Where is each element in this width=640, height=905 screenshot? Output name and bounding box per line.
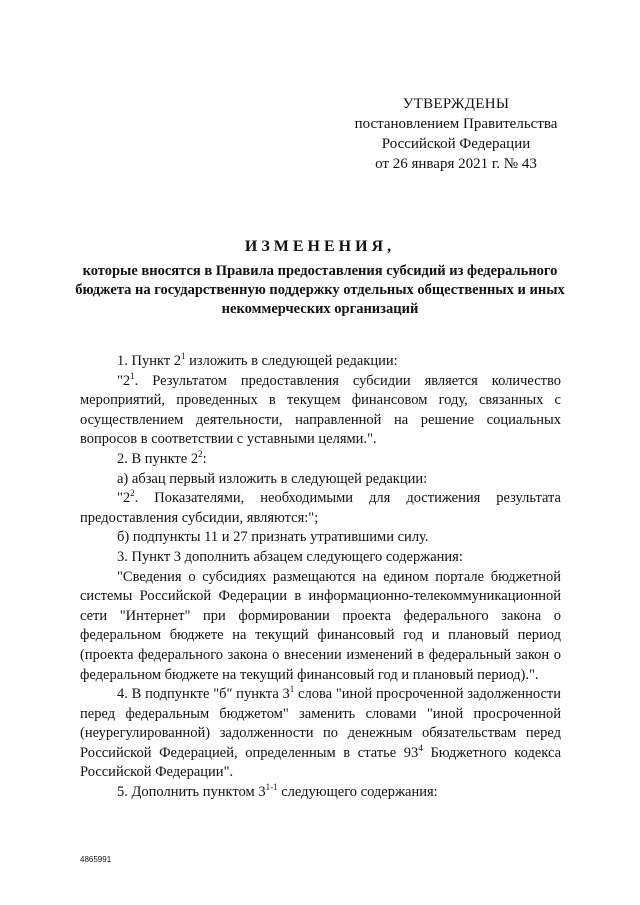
text-fragment: изложить в следующей редакции: [185, 353, 398, 369]
document-body [80, 352, 561, 803]
text-fragment: : [202, 450, 207, 467]
paragraph-7: 3. Пункт 3 дополнить абзацем следующего содержания: [117, 548, 463, 565]
superscript: 2 [130, 488, 135, 499]
superscript: 1 [130, 370, 135, 381]
paragraph-9 [80, 685, 561, 783]
paragraph-6: б) подпункты 11 и 27 признать утратившими силу. [117, 529, 429, 546]
paragraph-2 [80, 372, 561, 450]
paragraph-8: "Сведения о субсидиях размещаются на едином портале бюджетной системы Российской Федерации в информационно-телекоммуникационной сети "Интернет" при формировании проекта федерального закона о федеральном бюджете на текущий финансовый год и плановый период (проекта федерального закона о внесении изменений в федеральный закон о федеральном бюджете на текущий финансовый год и плановый период).". [80, 568, 561, 683]
superscript: 2 [198, 448, 203, 459]
text-fragment: Бюджетного кодекса Российской Федерации". [80, 744, 561, 781]
text-fragment: "2 [117, 490, 131, 507]
superscript: 1 [181, 351, 186, 361]
approval-block [340, 94, 572, 174]
text-fragment: "2 [117, 372, 131, 389]
paragraph-10 [80, 783, 561, 803]
paragraph-4: а) абзац первый изложить в следующей редакции: [117, 470, 428, 487]
text-fragment: слова "иной просроченной задолженности перед федеральным бюджетом" заменить словами "иной просроченной (неурегулированной) задолженности по денежным обязательствам перед Российской Федерацией, определенным в статье 93 [80, 686, 561, 761]
approved-line-3: от 26 января 2021 г. № 43 [375, 156, 537, 172]
text-fragment: 5. Дополнить пунктом 3 [117, 784, 266, 801]
approved-heading: УТВЕРЖДЕНЫ [402, 96, 510, 112]
document-id: 4865991 [80, 855, 112, 864]
approved-line-2: Российской Федерации [381, 136, 531, 152]
text-fragment: следующего содержания: [277, 784, 438, 801]
text-fragment: 4. В подпункте "б" пункта 3 [117, 686, 290, 703]
text-fragment: . Результатом предоставления субсидии является количество мероприятий, проведенных в текущем финансовом году, связанных с осуществлением деятельности, направленной на решение социальных вопросов в соответствии с уставными целями.". [80, 372, 561, 448]
paragraph-5 [80, 489, 561, 528]
text-fragment: 2. В пункте 2 [117, 450, 199, 467]
document-subtitle: которые вносятся в Правила предоставления субсидий из федерального бюджета на государственную поддержку отдельных общественных и иных некоммерческих организаций [75, 263, 565, 317]
document-title: ИЗМЕНЕНИЯ, [244, 238, 396, 255]
superscript: 4 [418, 742, 423, 753]
paragraph-3 [80, 450, 561, 470]
approved-line-1: постановлением Правительства [354, 116, 558, 132]
superscript: 1 [289, 684, 295, 695]
superscript: 1-1 [265, 782, 278, 793]
text-fragment: . Показателями, необходимыми для достижения результата предоставления субсидии, являются:"; [80, 490, 561, 526]
paragraph-1 [80, 352, 561, 372]
text-fragment: 1. Пункт 2 [117, 353, 182, 369]
